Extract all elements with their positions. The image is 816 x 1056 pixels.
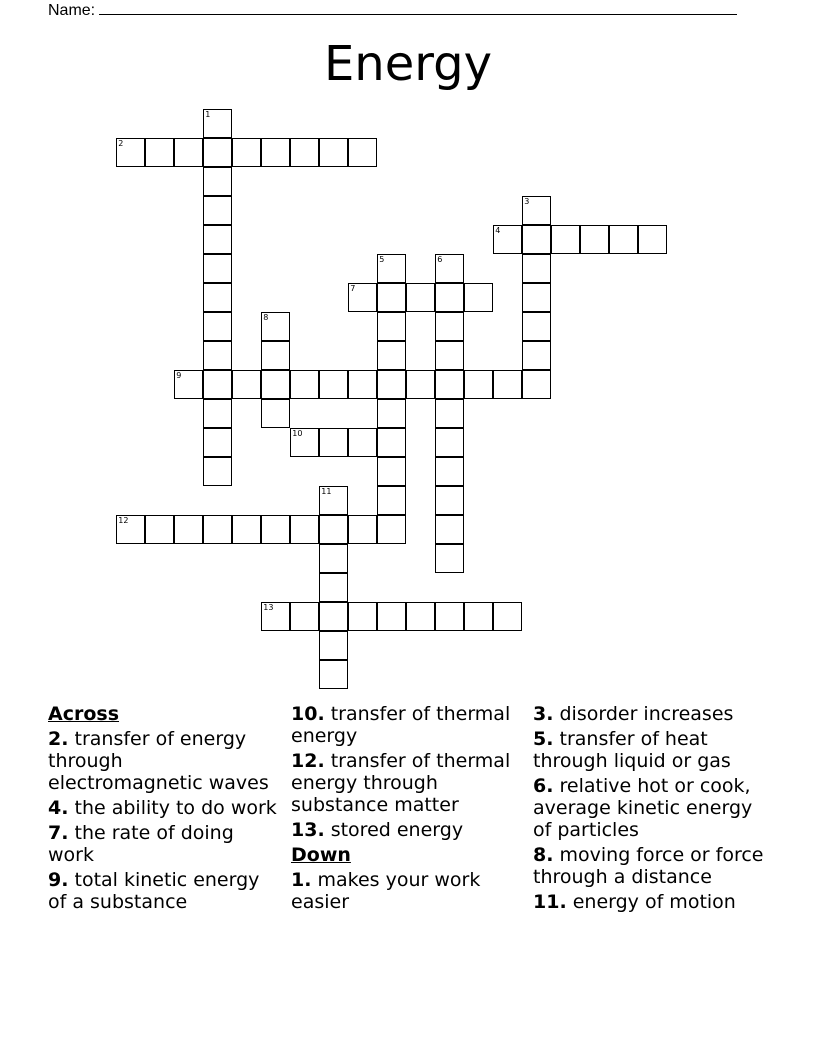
grid-cell[interactable] — [290, 602, 319, 631]
grid-cell[interactable] — [232, 515, 261, 544]
clue-number: 12 — [118, 516, 129, 526]
clue-item: 10. transfer of thermal energy — [291, 703, 511, 747]
grid-cell[interactable] — [203, 138, 232, 167]
clues-column-1 — [48, 703, 283, 916]
grid-cell[interactable] — [203, 341, 232, 370]
grid-cell[interactable] — [522, 254, 551, 283]
grid-cell[interactable] — [203, 370, 232, 399]
grid-cell[interactable] — [174, 370, 203, 399]
grid-cell[interactable] — [203, 312, 232, 341]
grid-cell[interactable] — [464, 602, 493, 631]
grid-cell[interactable] — [348, 138, 377, 167]
grid-cell[interactable] — [435, 370, 464, 399]
grid-cell[interactable] — [609, 225, 638, 254]
grid-cell[interactable] — [319, 602, 348, 631]
grid-cell[interactable] — [406, 283, 435, 312]
grid-cell[interactable] — [522, 196, 551, 225]
clues-heading: Down — [291, 844, 351, 866]
grid-cell[interactable] — [261, 138, 290, 167]
grid-cell[interactable] — [580, 225, 609, 254]
grid-cell[interactable] — [319, 573, 348, 602]
grid-cell[interactable] — [290, 428, 319, 457]
grid-cell[interactable] — [377, 428, 406, 457]
grid-cell[interactable] — [435, 486, 464, 515]
grid-cell[interactable] — [435, 283, 464, 312]
grid-cell[interactable] — [348, 515, 377, 544]
clue-item: 9. total kinetic energy of a substance — [48, 869, 260, 913]
grid-cell[interactable] — [319, 515, 348, 544]
grid-cell[interactable] — [522, 283, 551, 312]
grid-cell[interactable] — [348, 428, 377, 457]
grid-cell[interactable] — [435, 515, 464, 544]
clue-number: 11 — [321, 487, 332, 497]
grid-cell[interactable] — [377, 370, 406, 399]
grid-cell[interactable] — [377, 602, 406, 631]
clue-number: 2 — [118, 139, 124, 149]
grid-cell[interactable] — [377, 283, 406, 312]
grid-cell[interactable] — [377, 399, 406, 428]
grid-cell[interactable] — [203, 457, 232, 486]
grid-cell[interactable] — [493, 370, 522, 399]
grid-cell[interactable] — [638, 225, 667, 254]
grid-cell[interactable] — [261, 515, 290, 544]
clue-item: 1. makes your work easier — [291, 869, 481, 913]
grid-cell[interactable] — [464, 370, 493, 399]
grid-cell[interactable] — [348, 283, 377, 312]
grid-cell[interactable] — [522, 312, 551, 341]
clue-item: 4. the ability to do work — [48, 797, 277, 819]
grid-cell[interactable] — [203, 167, 232, 196]
grid-cell[interactable] — [377, 312, 406, 341]
grid-cell[interactable] — [319, 428, 348, 457]
grid-cell[interactable] — [522, 341, 551, 370]
grid-cell[interactable] — [435, 254, 464, 283]
grid-cell[interactable] — [203, 515, 232, 544]
grid-cell[interactable] — [203, 225, 232, 254]
name-label: Name: — [48, 2, 96, 19]
clue-item: 7. the rate of doing work — [48, 822, 234, 866]
grid-cell[interactable] — [174, 138, 203, 167]
grid-cell[interactable] — [145, 138, 174, 167]
grid-cell[interactable] — [348, 370, 377, 399]
clue-item: 11. energy of motion — [533, 891, 736, 913]
name-blank-line[interactable] — [99, 0, 737, 15]
clues-column-2 — [291, 703, 526, 916]
grid-cell[interactable] — [232, 370, 261, 399]
grid-cell[interactable] — [406, 602, 435, 631]
clue-number: 3 — [524, 197, 530, 207]
grid-cell[interactable] — [493, 602, 522, 631]
grid-cell[interactable] — [435, 428, 464, 457]
clue-item: 6. relative hot or cook, average kinetic energy of particles — [533, 775, 753, 841]
grid-cell[interactable] — [261, 312, 290, 341]
grid-cell[interactable] — [261, 399, 290, 428]
grid-cell[interactable] — [203, 254, 232, 283]
grid-cell[interactable] — [377, 515, 406, 544]
grid-cell[interactable] — [290, 515, 319, 544]
clue-number: 1 — [205, 110, 211, 120]
grid-cell[interactable] — [377, 254, 406, 283]
grid-cell[interactable] — [406, 370, 435, 399]
grid-cell[interactable] — [261, 370, 290, 399]
grid-cell[interactable] — [203, 399, 232, 428]
grid-cell[interactable] — [464, 283, 493, 312]
grid-cell[interactable] — [319, 138, 348, 167]
clues-column-3 — [533, 703, 768, 916]
grid-cell[interactable] — [261, 341, 290, 370]
grid-cell[interactable] — [522, 225, 551, 254]
grid-cell[interactable] — [232, 138, 261, 167]
grid-cell[interactable] — [435, 312, 464, 341]
grid-cell[interactable] — [203, 196, 232, 225]
grid-cell[interactable] — [319, 486, 348, 515]
grid-cell[interactable] — [493, 225, 522, 254]
grid-cell[interactable] — [435, 544, 464, 573]
clue-number: 10 — [292, 429, 303, 439]
name-field[interactable] — [48, 0, 737, 20]
grid-cell[interactable] — [116, 515, 145, 544]
grid-cell[interactable] — [203, 428, 232, 457]
grid-cell[interactable] — [174, 515, 203, 544]
clue-item: 8. moving force or force through a distance — [533, 844, 764, 888]
grid-cell[interactable] — [348, 602, 377, 631]
clue-item: 13. stored energy — [291, 819, 464, 841]
grid-cell[interactable] — [145, 515, 174, 544]
grid-cell[interactable] — [319, 660, 348, 689]
grid-cell[interactable] — [522, 370, 551, 399]
clue-item: 12. transfer of thermal energy through substance matter — [291, 750, 511, 816]
grid-cell[interactable] — [203, 109, 232, 138]
clue-number: 9 — [176, 371, 182, 381]
grid-cell[interactable] — [319, 544, 348, 573]
grid-cell[interactable] — [377, 486, 406, 515]
grid-cell[interactable] — [435, 457, 464, 486]
clue-number: 13 — [263, 603, 274, 613]
clues-heading: Across — [48, 703, 120, 725]
grid-cell[interactable] — [377, 341, 406, 370]
grid-cell[interactable] — [290, 138, 319, 167]
grid-cell[interactable] — [319, 370, 348, 399]
grid-cell[interactable] — [435, 341, 464, 370]
clue-item: 3. disorder increases — [533, 703, 734, 725]
clue-number: 5 — [379, 255, 385, 265]
clue-number: 7 — [350, 284, 356, 294]
grid-cell[interactable] — [435, 399, 464, 428]
grid-cell[interactable] — [377, 457, 406, 486]
grid-cell[interactable] — [261, 602, 290, 631]
page-title: Energy — [323, 36, 493, 92]
clue-number: 6 — [437, 255, 443, 265]
grid-cell[interactable] — [435, 602, 464, 631]
clue-number: 8 — [263, 313, 269, 323]
clue-item: 5. transfer of heat through liquid or gas — [533, 728, 731, 772]
grid-cell[interactable] — [290, 370, 319, 399]
grid-cell[interactable] — [319, 631, 348, 660]
grid-cell[interactable] — [116, 138, 145, 167]
grid-cell[interactable] — [203, 283, 232, 312]
grid-cell[interactable] — [551, 225, 580, 254]
clue-number: 4 — [495, 226, 501, 236]
clue-item: 2. transfer of energy through electromagnetic waves — [48, 728, 269, 794]
